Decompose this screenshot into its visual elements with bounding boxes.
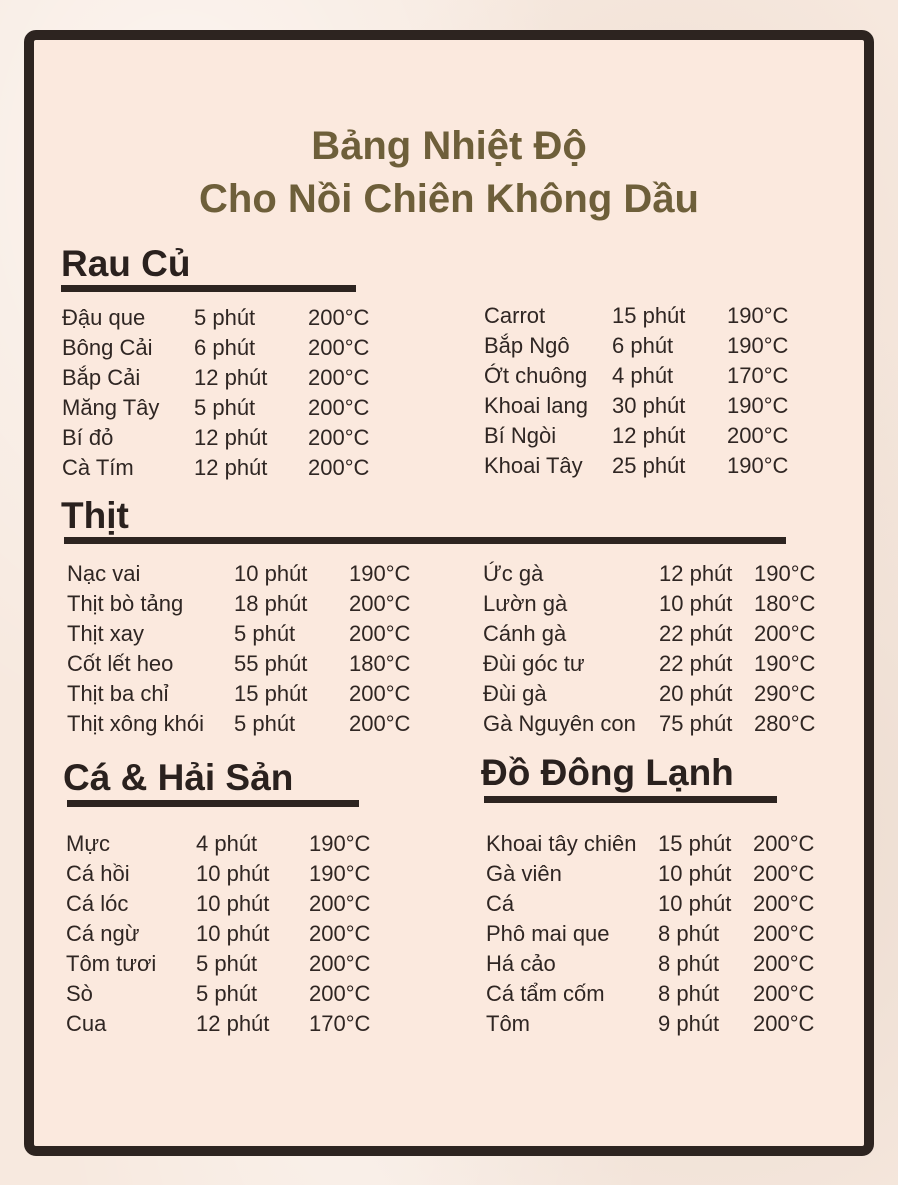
cell-temp: 190°C [309,831,371,856]
cell-name: Bí đỏ [62,425,114,450]
cell-time: 20 phút [659,681,733,706]
cell-name: Bông Cải [62,335,153,360]
cell-name: Măng Tây [62,395,160,420]
cell-name: Mực [66,831,111,856]
cell-temp: 170°C [727,363,789,388]
cell-temp: 200°C [309,921,371,946]
cell-temp: 200°C [753,831,815,856]
cell-name: Khoai lang [484,393,588,418]
cell-name: Thịt xông khói [67,711,204,736]
cell-name: Khoai tây chiên [486,831,637,856]
cell-time: 6 phút [612,333,674,358]
cell-time: 4 phút [612,363,674,388]
cell-temp: 200°C [309,951,371,976]
section-heading-do-dong-lanh: Đồ Đông Lạnh [481,752,734,793]
cell-time: 4 phút [196,831,258,856]
cell-name: Khoai Tây [484,453,583,478]
cell-time: 10 phút [196,921,270,946]
cell-name: Há cảo [486,951,556,976]
cell-name: Gà Nguyên con [483,711,636,736]
cell-temp: 200°C [753,891,815,916]
cell-time: 8 phút [658,981,720,1006]
cell-name: Gà viên [486,861,562,886]
cell-temp: 190°C [727,333,789,358]
cell-time: 10 phút [658,861,732,886]
cell-temp: 200°C [753,981,815,1006]
cell-name: Lườn gà [483,591,568,616]
cell-name: Cá [486,891,515,916]
cell-time: 10 phút [659,591,733,616]
cell-time: 8 phút [658,951,720,976]
cell-name: Thịt ba chỉ [67,681,169,706]
cell-name: Cánh gà [483,621,567,646]
cell-time: 10 phút [196,891,270,916]
cell-temp: 190°C [309,861,371,886]
cell-time: 5 phút [234,621,296,646]
cell-time: 30 phút [612,393,686,418]
cell-time: 15 phút [234,681,308,706]
cell-temp: 200°C [309,891,371,916]
cell-time: 55 phút [234,651,308,676]
cell-time: 12 phút [196,1011,270,1036]
cell-name: Đùi góc tư [483,651,585,676]
section-heading-thit: Thịt [61,495,129,536]
cell-name: Cá ngừ [66,921,140,946]
cell-time: 12 phút [194,425,268,450]
cell-time: 5 phút [194,395,256,420]
cell-time: 5 phút [234,711,296,736]
cell-temp: 180°C [349,651,411,676]
cell-temp: 200°C [727,423,789,448]
section-heading-ca-hai-san: Cá & Hải Sản [63,757,294,798]
cell-temp: 200°C [349,591,411,616]
page-title-line2: Cho Nồi Chiên Không Dầu [199,177,699,221]
section-heading-rau-cu: Rau Củ [61,243,191,284]
cell-time: 12 phút [194,365,268,390]
cell-time: 15 phút [612,303,686,328]
cell-time: 10 phút [234,561,308,586]
cell-time: 12 phút [659,561,733,586]
cell-temp: 190°C [349,561,411,586]
cell-name: Thịt bò tảng [67,591,184,616]
cell-temp: 200°C [349,681,411,706]
cell-name: Carrot [484,303,546,328]
cell-temp: 200°C [753,861,815,886]
cell-temp: 200°C [308,305,370,330]
cell-time: 5 phút [194,305,256,330]
section-divider [67,800,359,807]
cell-time: 5 phút [196,981,258,1006]
cell-time: 9 phút [658,1011,720,1036]
cell-name: Đậu que [62,305,146,330]
cell-temp: 290°C [754,681,816,706]
cell-name: Tôm [486,1011,530,1036]
page-title-line1: Bảng Nhiệt Độ [311,124,587,168]
cell-name: Phô mai que [486,921,610,946]
cell-time: 12 phút [194,455,268,480]
cell-time: 6 phút [194,335,256,360]
cell-name: Cá tẩm cốm [486,981,605,1006]
cell-name: Tôm tươi [66,951,157,976]
cell-temp: 200°C [753,1011,815,1036]
cell-time: 10 phút [658,891,732,916]
cell-temp: 190°C [727,303,789,328]
cell-time: 8 phút [658,921,720,946]
cell-name: Cà Tím [62,455,134,480]
cell-time: 22 phút [659,621,733,646]
cell-temp: 200°C [349,621,411,646]
cell-temp: 200°C [308,455,370,480]
cell-name: Bắp Ngô [484,333,570,358]
cell-temp: 190°C [754,651,816,676]
section-divider [61,285,356,292]
cell-name: Thịt xay [67,621,145,646]
cell-temp: 200°C [308,395,370,420]
cell-name: Cá hồi [66,861,130,886]
section-divider [64,537,786,544]
cell-name: Ức gà [483,561,544,586]
cell-temp: 190°C [727,453,789,478]
cell-temp: 180°C [754,591,816,616]
cell-temp: 200°C [309,981,371,1006]
cell-time: 12 phút [612,423,686,448]
cell-temp: 170°C [309,1011,371,1036]
cell-time: 18 phút [234,591,308,616]
cell-name: Cá lóc [66,891,129,916]
cell-temp: 200°C [754,621,816,646]
cell-name: Bắp Cải [62,365,141,390]
cell-temp: 190°C [727,393,789,418]
cell-temp: 200°C [308,365,370,390]
cell-time: 22 phút [659,651,733,676]
cell-name: Sò [66,981,93,1006]
cell-temp: 190°C [754,561,816,586]
cell-time: 15 phút [658,831,732,856]
cell-name: Bí Ngòi [484,423,557,448]
cell-time: 75 phút [659,711,733,736]
cell-temp: 200°C [308,335,370,360]
cell-name: Ớt chuông [484,363,588,388]
cell-temp: 200°C [753,921,815,946]
cell-name: Nạc vai [67,561,141,586]
cell-time: 25 phút [612,453,686,478]
cell-temp: 200°C [349,711,411,736]
cell-name: Cốt lết heo [67,651,174,676]
cell-time: 5 phút [196,951,258,976]
cell-temp: 200°C [753,951,815,976]
section-divider [484,796,777,803]
cell-time: 10 phút [196,861,270,886]
cell-name: Cua [66,1011,107,1036]
cell-temp: 200°C [308,425,370,450]
cell-name: Đùi gà [483,681,547,706]
cell-temp: 280°C [754,711,816,736]
